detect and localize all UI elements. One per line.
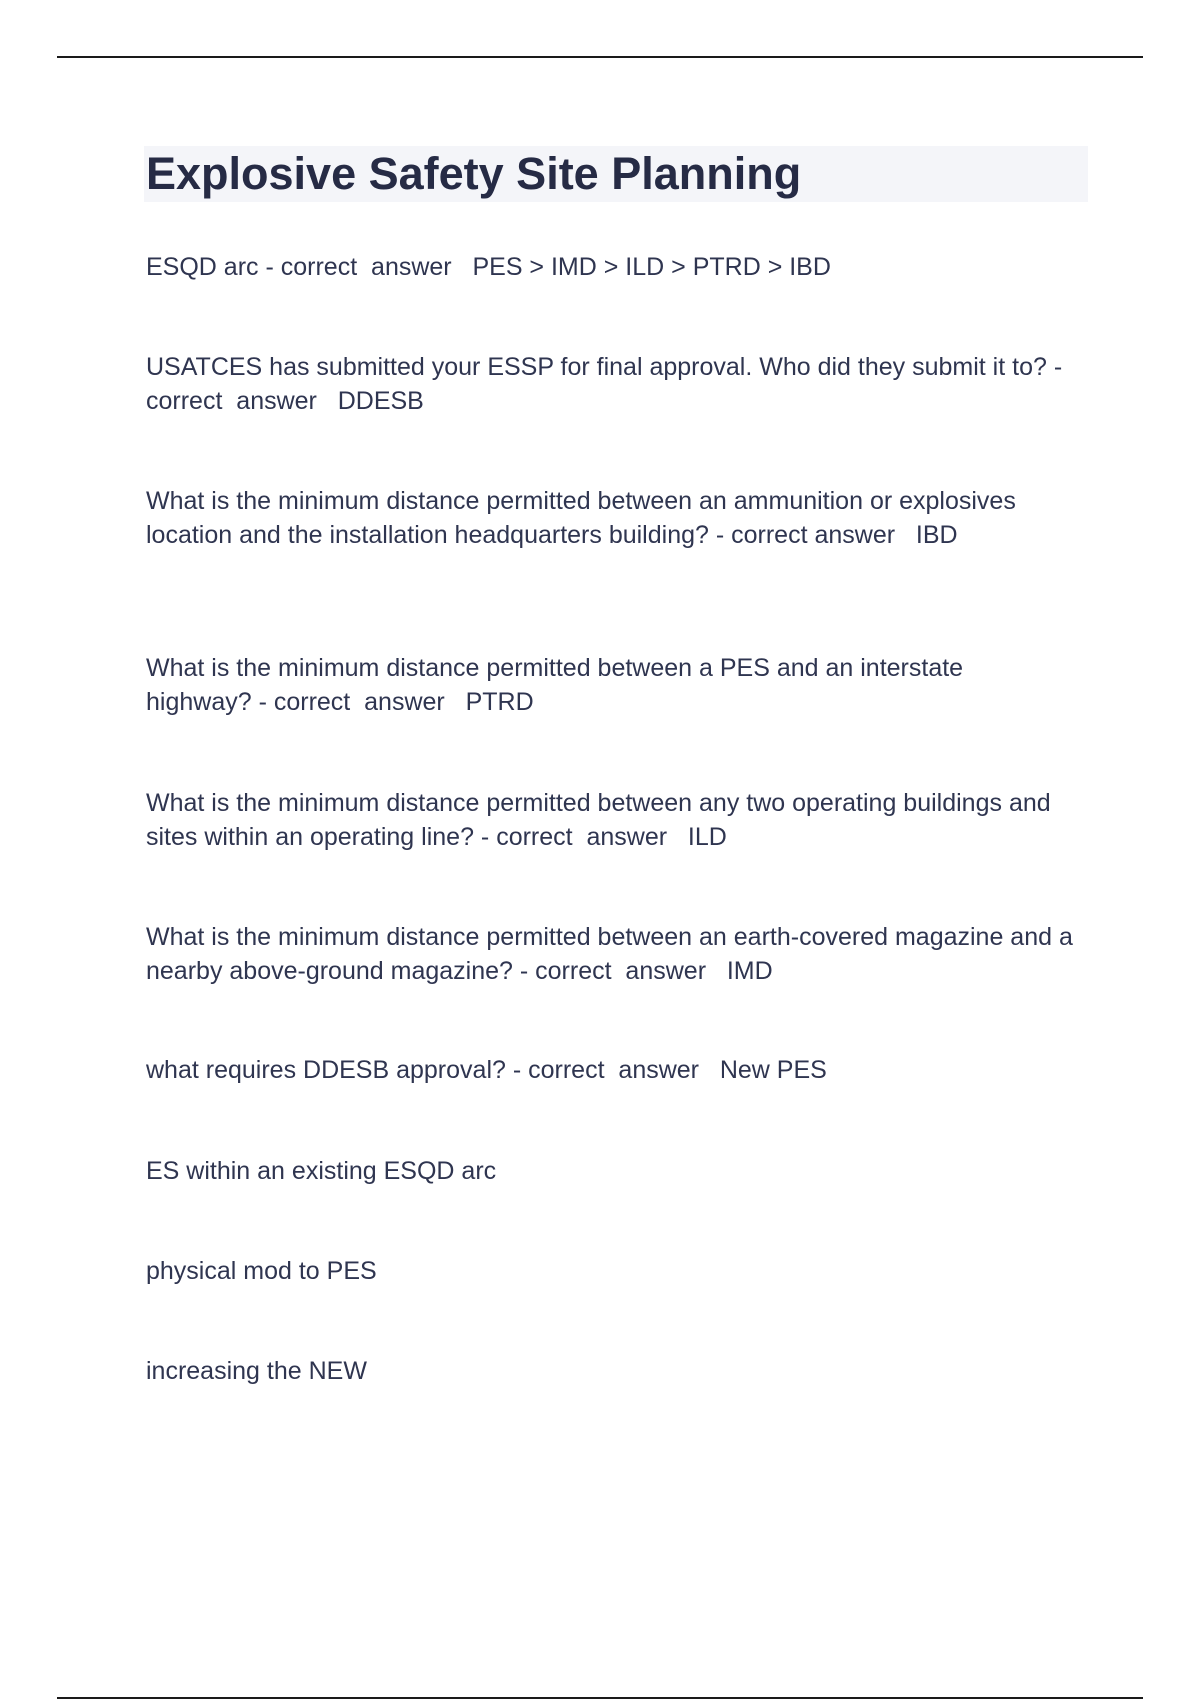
qa-entry-1: ESQD arc - correct answer PES > IMD > ILD > PTRD > IBD bbox=[146, 253, 831, 281]
qa-entry-10: increasing the NEW bbox=[146, 1357, 367, 1385]
qa-entry-4: What is the minimum distance permitted between a PES and an interstate highway? - correct answer PTRD bbox=[146, 654, 971, 716]
top-rule bbox=[57, 56, 1143, 58]
bottom-rule bbox=[57, 1697, 1143, 1699]
qa-entry-9: physical mod to PES bbox=[146, 1257, 377, 1285]
qa-entry-2: USATCES has submitted your ESSP for final approval. Who did they submit it to? - correct answer DDESB bbox=[146, 353, 1070, 415]
qa-entry-3: What is the minimum distance permitted between an ammunition or explosives location and the installation headquarters building? - correct answer IBD bbox=[146, 487, 1023, 549]
qa-entry-6: What is the minimum distance permitted between an earth-covered magazine and a nearby above-ground magazine? - correct answer IMD bbox=[146, 923, 1080, 985]
qa-entry-5: What is the minimum distance permitted between any two operating buildings and sites within an operating line? - correct answer ILD bbox=[146, 789, 1058, 851]
document-title: Explosive Safety Site Planning bbox=[146, 148, 802, 199]
qa-entry-8: ES within an existing ESQD arc bbox=[146, 1157, 497, 1185]
qa-entry-7: what requires DDESB approval? - correct answer New PES bbox=[146, 1056, 827, 1084]
